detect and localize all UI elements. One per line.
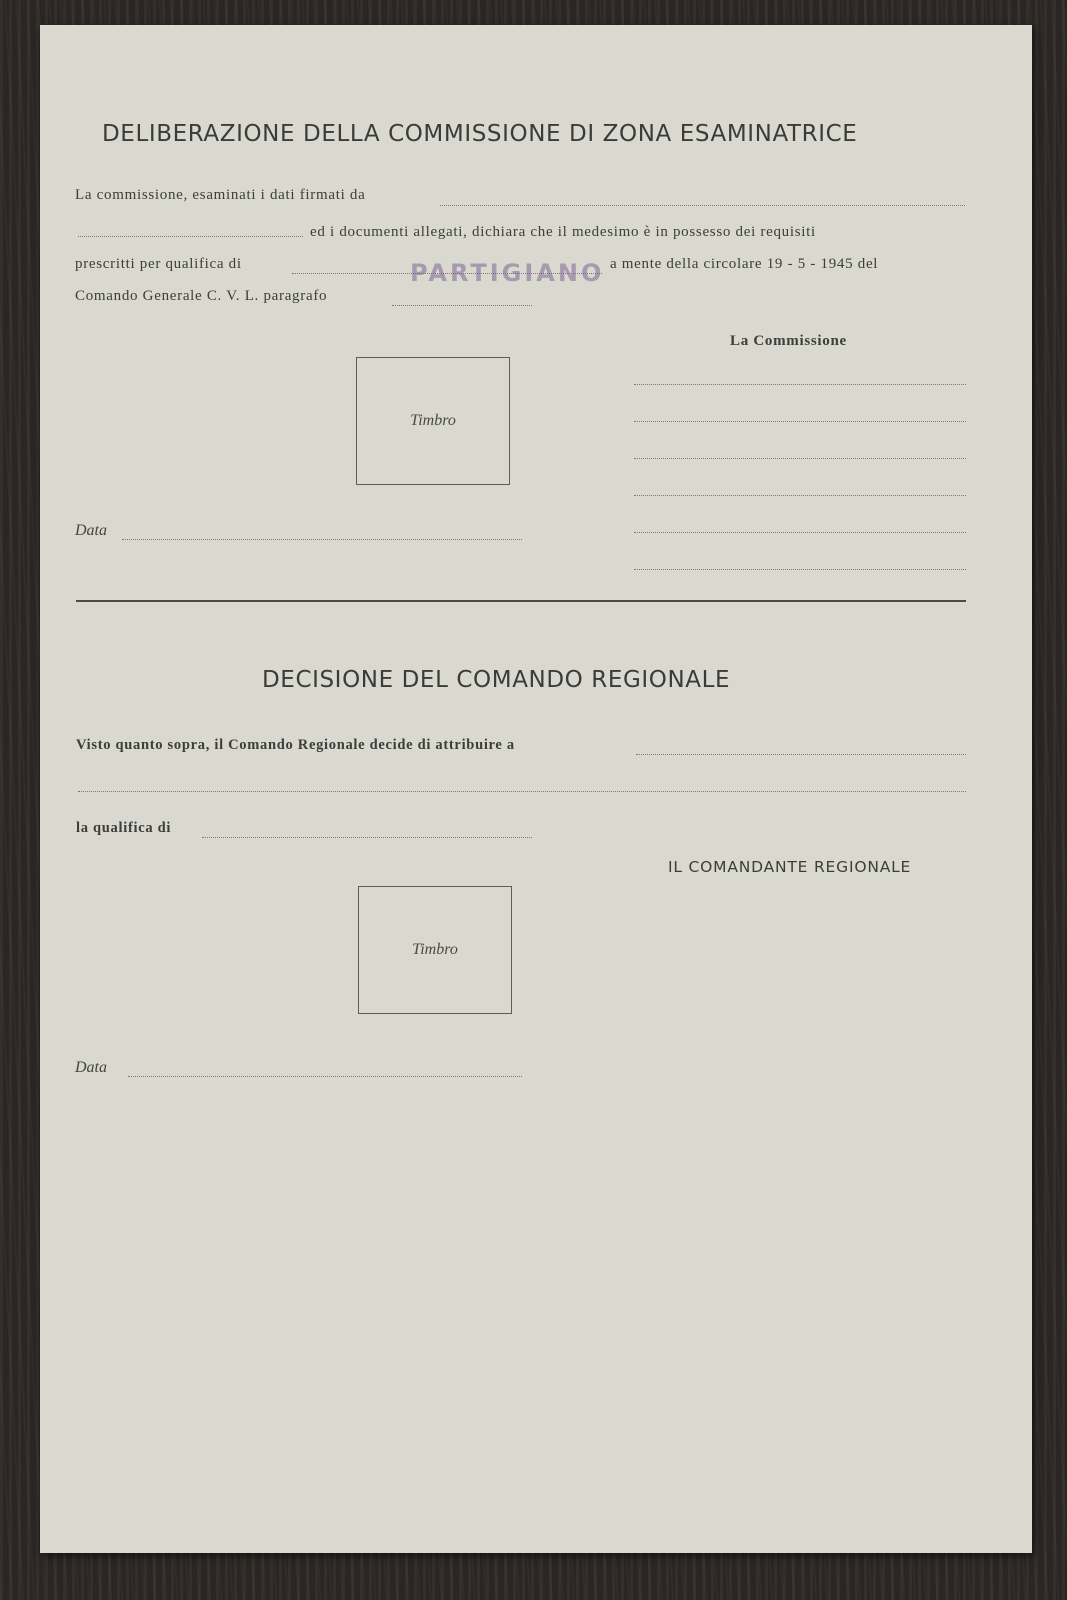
stamp-label: Timbro — [412, 941, 458, 958]
stamp-label: Timbro — [410, 412, 456, 429]
section1-line3-end: a mente della circolare 19 - 5 - 1945 del — [610, 256, 879, 272]
date-field-section1[interactable] — [122, 539, 522, 540]
section1-line1: La commissione, esaminati i dati firmati da — [75, 187, 366, 203]
date-field-section2[interactable] — [128, 1076, 522, 1077]
stamp-box-command — [358, 886, 512, 1014]
section-divider — [76, 600, 966, 602]
commission-signature-3[interactable] — [634, 458, 966, 459]
paragraph-field[interactable] — [392, 305, 532, 306]
commission-signature-4[interactable] — [634, 495, 966, 496]
recipient-field[interactable] — [636, 754, 966, 755]
commission-signature-5[interactable] — [634, 532, 966, 533]
commission-label: La Commissione — [730, 333, 847, 349]
date-label-section2: Data — [75, 1059, 107, 1076]
commander-label: IL COMANDANTE REGIONALE — [668, 858, 912, 876]
section2-line2: la qualifica di — [76, 820, 172, 836]
commission-signature-6[interactable] — [634, 569, 966, 570]
qualification-assigned-field[interactable] — [202, 837, 532, 838]
recipient-continuation-field[interactable] — [78, 791, 966, 792]
examined-name-field[interactable] — [440, 205, 965, 206]
partigiano-stamp: PARTIGIANO — [410, 259, 605, 287]
section1-line4: Comando Generale C. V. L. paragrafo — [75, 288, 328, 304]
commission-signature-2[interactable] — [634, 421, 966, 422]
date-label-section1: Data — [75, 522, 107, 539]
section1-line2: ed i documenti allegati, dichiara che il medesimo è in possesso dei requisiti — [310, 224, 816, 240]
stamp-box-commission — [356, 357, 510, 485]
examined-name-continuation-field[interactable] — [78, 236, 303, 237]
section1-line3-start: prescritti per qualifica di — [75, 256, 242, 272]
section2-line1: Visto quanto sopra, il Comando Regionale decide di attribuire a — [76, 737, 515, 753]
form-sheet — [40, 25, 1032, 1553]
section2-title: DECISIONE DEL COMANDO REGIONALE — [262, 667, 731, 693]
commission-signature-1[interactable] — [634, 384, 966, 385]
section1-title: DELIBERAZIONE DELLA COMMISSIONE DI ZONA ESAMINATRICE — [102, 121, 858, 147]
